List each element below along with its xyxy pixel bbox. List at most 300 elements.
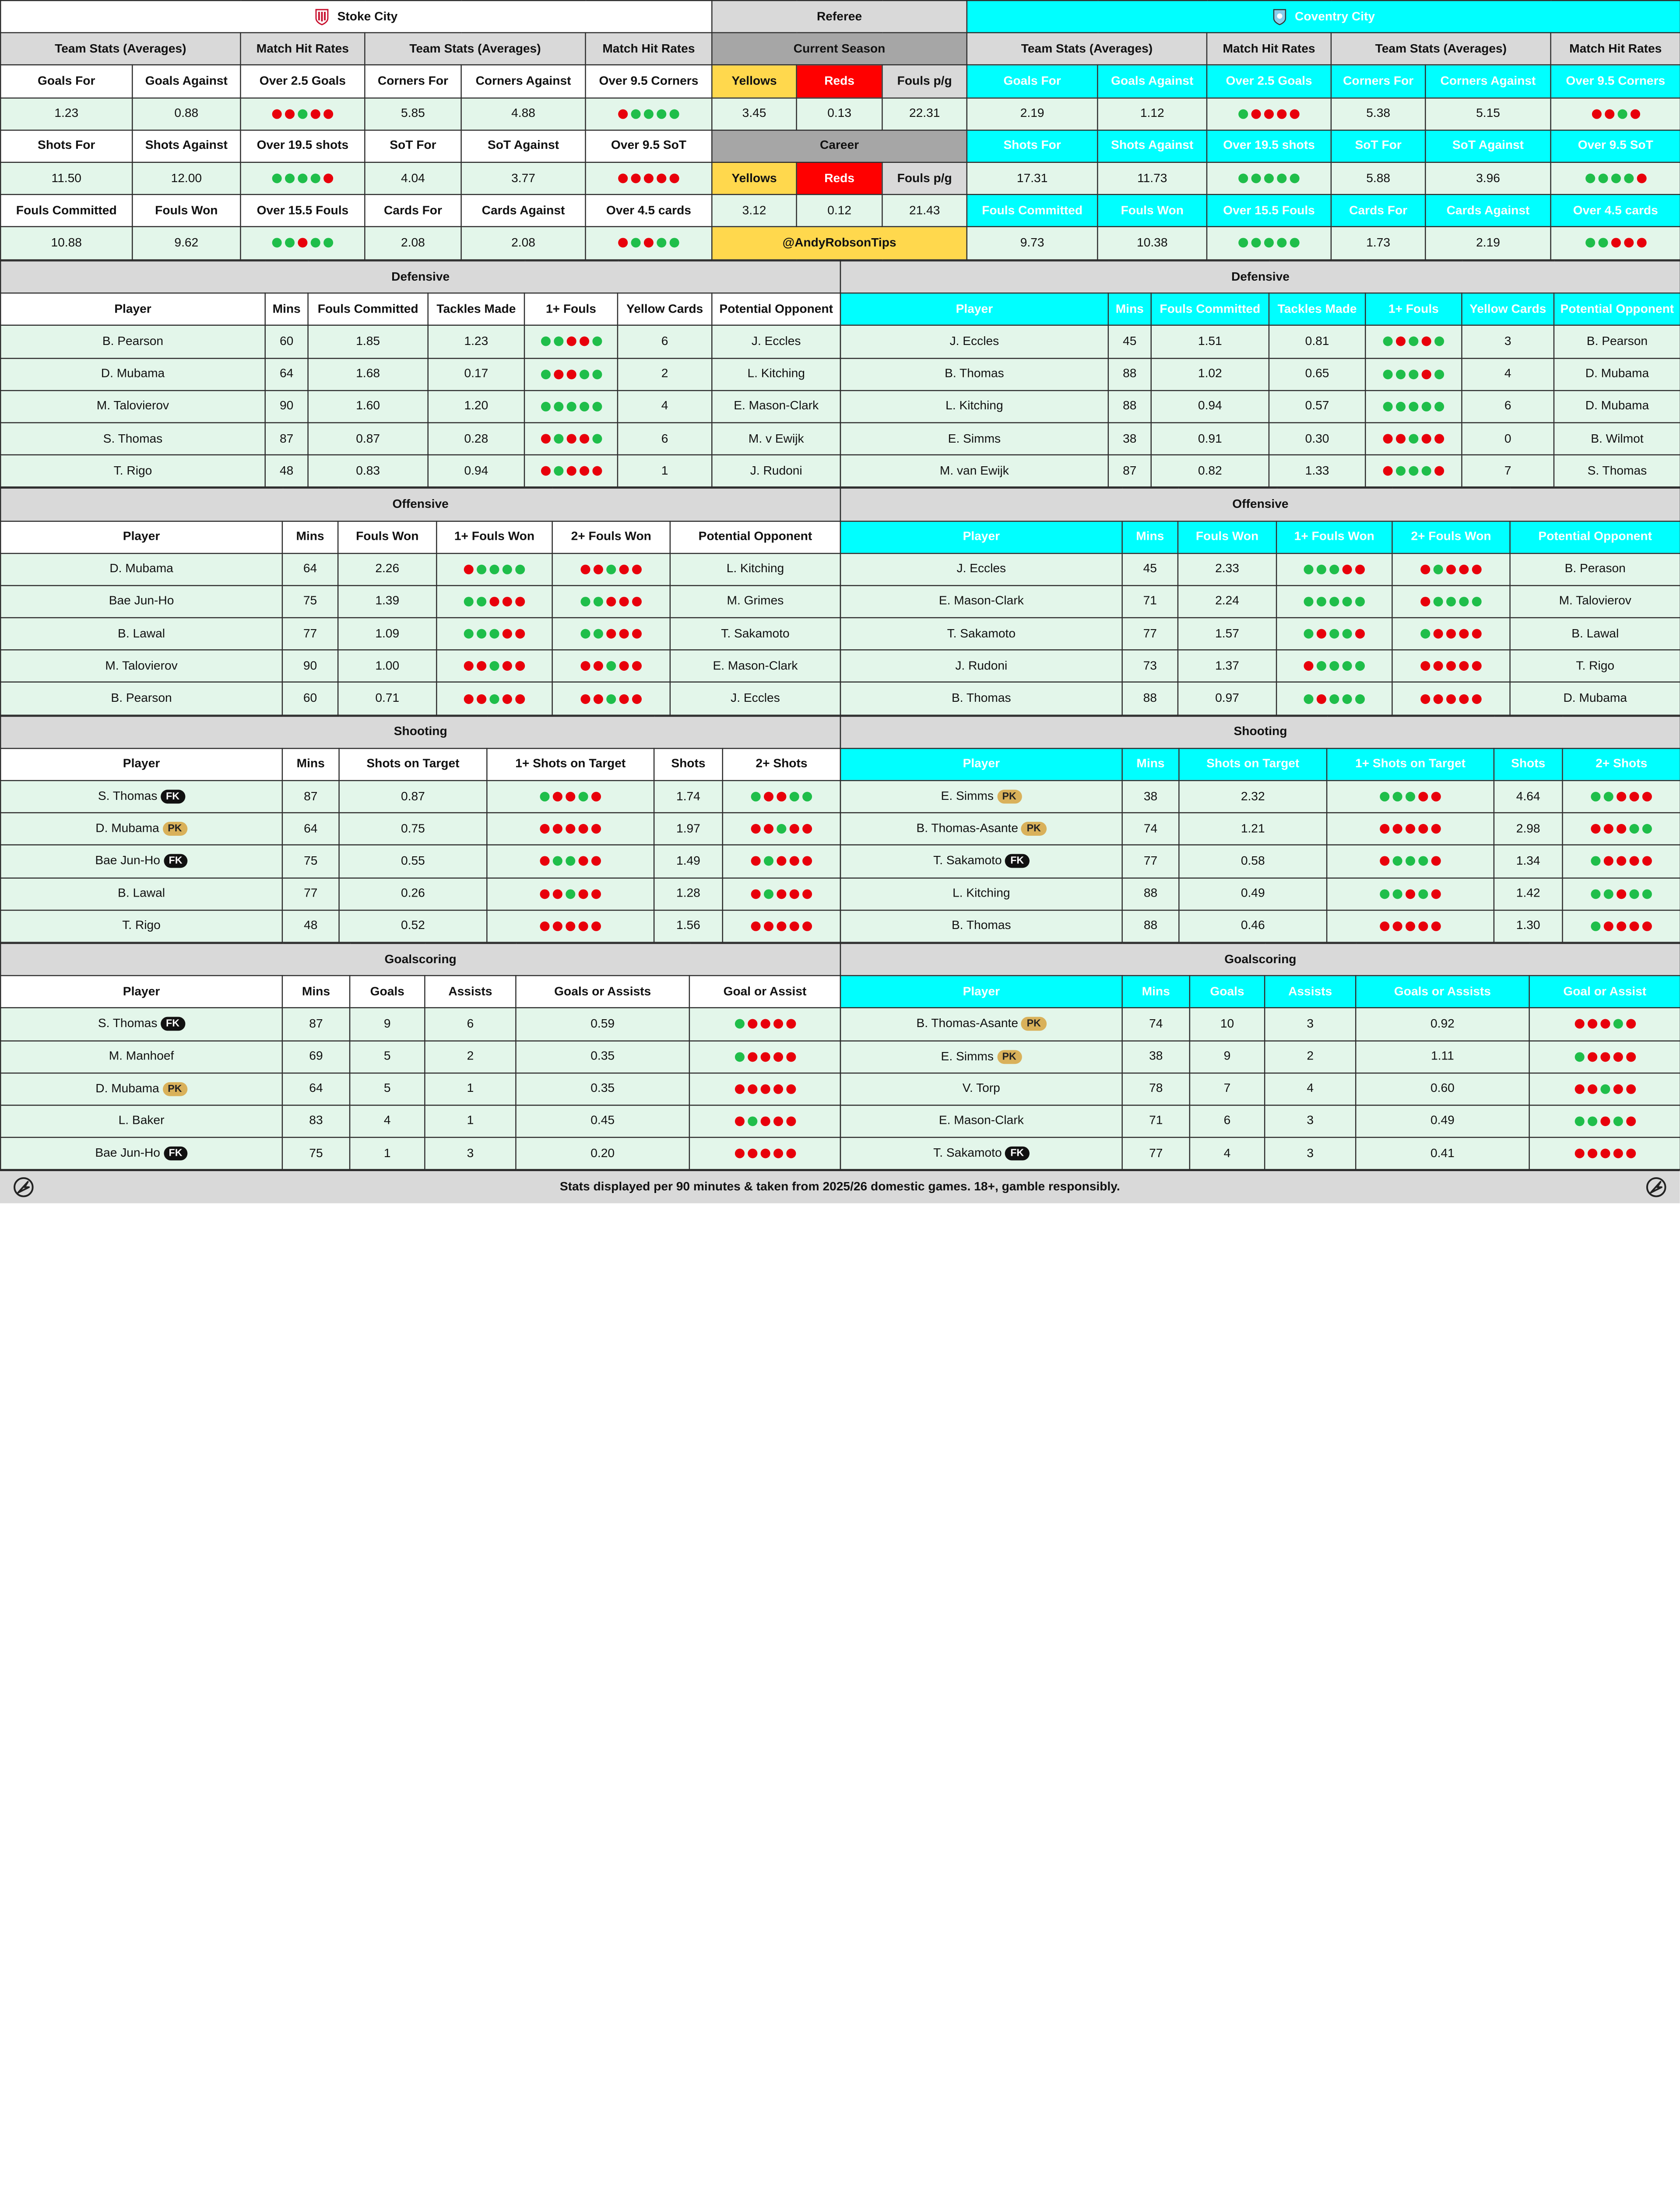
hit-dot xyxy=(1624,173,1633,183)
stat-value: 12.00 xyxy=(132,162,240,195)
player-cell xyxy=(840,455,1108,487)
hit-dot xyxy=(489,662,499,671)
table-row xyxy=(840,878,1680,910)
miss-dot xyxy=(1446,662,1456,671)
assists: 2 xyxy=(1265,1040,1356,1073)
miss-dot xyxy=(1251,109,1261,119)
stat-label: Over 19.5 shots xyxy=(240,130,365,162)
hit-dot xyxy=(1642,889,1652,898)
pk-badge: PK xyxy=(162,1082,187,1096)
hit-dot xyxy=(1277,173,1286,183)
away-offensive-table xyxy=(840,488,1680,715)
assists: 2 xyxy=(425,1040,516,1073)
hit-dot xyxy=(1355,597,1365,606)
fouls-won: 1.09 xyxy=(338,618,436,650)
stat-value: 4.88 xyxy=(461,98,586,130)
away-hit-rates-label: Match Hit Rates xyxy=(1207,33,1331,65)
tackles-made: 0.94 xyxy=(428,455,524,487)
hit-dot xyxy=(1422,466,1431,476)
miss-dot xyxy=(1574,1149,1584,1158)
hit-rate-dots xyxy=(1529,1105,1680,1137)
miss-dot xyxy=(323,173,333,183)
yellow-cards: 6 xyxy=(1462,390,1553,422)
top-stats-table xyxy=(0,0,1680,260)
shots: 1.34 xyxy=(1494,845,1563,878)
column-header: Shots xyxy=(1494,748,1563,781)
away-team-stats-label: Team Stats (Averages) xyxy=(967,33,1207,65)
assists: 3 xyxy=(1265,1008,1356,1041)
hit-dot xyxy=(594,597,603,606)
fouls-committed: 1.68 xyxy=(308,358,428,391)
miss-dot xyxy=(580,694,590,704)
hit-dot xyxy=(1434,564,1443,574)
miss-dot xyxy=(477,694,486,704)
fouls-won: 1.00 xyxy=(338,650,436,683)
ref-career-yellows: 3.12 xyxy=(712,195,796,227)
hit-rate-dots xyxy=(1276,683,1392,715)
hit-rate-dots xyxy=(1563,845,1680,878)
hit-rate-dots xyxy=(436,553,552,585)
mins: 78 xyxy=(1122,1073,1190,1105)
brand-logo-icon xyxy=(13,1176,34,1198)
miss-dot xyxy=(1396,434,1406,443)
player-cell xyxy=(0,553,282,585)
mins: 38 xyxy=(1108,422,1151,455)
miss-dot xyxy=(1574,1019,1584,1029)
yellow-cards: 1 xyxy=(618,455,712,487)
miss-dot xyxy=(764,824,773,834)
hit-dot xyxy=(553,337,563,347)
miss-dot xyxy=(1600,1149,1610,1158)
hit-rate-dots xyxy=(689,1105,840,1137)
hit-rate-dots xyxy=(1563,781,1680,813)
hit-rate-dots xyxy=(1327,845,1494,878)
miss-dot xyxy=(790,921,799,931)
away-goalscoring-table xyxy=(840,943,1680,1171)
hit-rate-dots xyxy=(1365,358,1462,391)
miss-dot xyxy=(1587,1149,1597,1158)
hit-rate-dots xyxy=(552,553,670,585)
column-header: Goals or Assists xyxy=(1356,976,1529,1008)
miss-dot xyxy=(1617,889,1626,898)
potential-opponent: B. Wilmot xyxy=(1554,422,1680,455)
pk-badge: PK xyxy=(1021,822,1046,836)
miss-dot xyxy=(619,629,629,639)
stat-label: Over 9.5 Corners xyxy=(586,65,712,98)
miss-dot xyxy=(1418,792,1428,802)
mins: 69 xyxy=(282,1040,350,1073)
ref-career-reds: 0.12 xyxy=(797,195,882,227)
coventry-crest-icon xyxy=(1272,8,1286,25)
column-header: 1+ Fouls xyxy=(1365,293,1462,326)
hit-dot xyxy=(1409,466,1418,476)
miss-dot xyxy=(631,173,641,183)
column-header: Mins xyxy=(282,521,338,553)
table-row xyxy=(840,910,1680,942)
home-team-stats-label-2: Team Stats (Averages) xyxy=(365,33,585,65)
potential-opponent: B. Lawal xyxy=(1510,618,1680,650)
column-header: Potential Opponent xyxy=(712,293,840,326)
miss-dot xyxy=(1587,1019,1597,1029)
yellow-cards: 7 xyxy=(1462,455,1553,487)
miss-dot xyxy=(618,173,628,183)
player-name: E. Mason-Clark xyxy=(938,1115,1024,1128)
miss-dot xyxy=(1600,1019,1610,1029)
miss-dot xyxy=(1592,109,1601,119)
hit-dot xyxy=(1304,597,1313,606)
hit-dot xyxy=(1459,597,1469,606)
hit-dot xyxy=(592,434,601,443)
miss-dot xyxy=(579,434,589,443)
stat-label: Cards Against xyxy=(1425,195,1550,227)
mins: 75 xyxy=(282,1137,350,1170)
potential-opponent: D. Mubama xyxy=(1510,683,1680,715)
fouls-won: 1.39 xyxy=(338,585,436,618)
miss-dot xyxy=(477,662,486,671)
miss-dot xyxy=(764,921,773,931)
column-header: Fouls Won xyxy=(338,521,436,553)
player-name: B. Pearson xyxy=(111,692,172,705)
tackles-made: 0.17 xyxy=(428,358,524,391)
hit-rate-dots xyxy=(1529,1040,1680,1073)
hit-dot xyxy=(631,238,641,248)
table-row xyxy=(0,455,840,487)
miss-dot xyxy=(1459,629,1469,639)
hit-dot xyxy=(631,109,641,119)
miss-dot xyxy=(579,337,589,347)
hit-rate-dots xyxy=(552,618,670,650)
miss-dot xyxy=(541,466,550,476)
player-cell xyxy=(840,326,1108,358)
stat-label: SoT For xyxy=(1331,130,1425,162)
hit-rate-dots xyxy=(1529,1008,1680,1041)
miss-dot xyxy=(1604,857,1613,866)
hit-rate-dots xyxy=(1392,618,1510,650)
hit-dot xyxy=(1604,889,1613,898)
player-name: V. Torp xyxy=(962,1082,1000,1095)
hit-dot xyxy=(1304,694,1313,704)
miss-dot xyxy=(591,889,601,898)
miss-dot xyxy=(566,337,576,347)
miss-dot xyxy=(751,921,761,931)
column-header: Player xyxy=(0,976,282,1008)
footer xyxy=(0,1170,1680,1204)
player-name: D. Mubama xyxy=(95,823,159,836)
goals-or-assists: 0.41 xyxy=(1356,1137,1529,1170)
home-goalscoring-table xyxy=(0,943,841,1171)
shots: 2.98 xyxy=(1494,813,1563,845)
fouls-won: 2.24 xyxy=(1178,585,1276,618)
column-header: Goals or Assists xyxy=(516,976,689,1008)
miss-dot xyxy=(591,792,601,802)
mins: 64 xyxy=(265,358,308,391)
player-cell xyxy=(840,910,1122,942)
mins: 71 xyxy=(1122,1105,1190,1137)
table-row xyxy=(0,358,840,391)
table-row xyxy=(0,1040,840,1073)
yellow-cards: 6 xyxy=(618,422,712,455)
miss-dot xyxy=(606,629,616,639)
miss-dot xyxy=(747,1149,757,1158)
miss-dot xyxy=(1626,1084,1635,1094)
miss-dot xyxy=(1317,694,1326,704)
stat-value: 11.73 xyxy=(1097,162,1207,195)
stat-label: Cards For xyxy=(1331,195,1425,227)
career-label: Career xyxy=(712,130,967,162)
hit-dot xyxy=(1406,857,1415,866)
miss-dot xyxy=(1393,824,1402,834)
defensive-section-title: Defensive xyxy=(840,261,1680,293)
hit-dot xyxy=(1585,173,1595,183)
hit-dot xyxy=(1409,369,1418,379)
stat-value: 5.15 xyxy=(1425,98,1550,130)
hit-dot xyxy=(1598,238,1607,248)
shots-on-target: 2.32 xyxy=(1179,781,1327,813)
mins: 88 xyxy=(1108,358,1151,391)
miss-dot xyxy=(802,921,812,931)
hit-dot xyxy=(1409,337,1418,347)
player-cell xyxy=(840,1105,1122,1137)
miss-dot xyxy=(1396,337,1406,347)
potential-opponent: L. Kitching xyxy=(712,358,840,391)
player-name: T. Sakamoto xyxy=(933,1147,1002,1160)
column-header: Mins xyxy=(1122,521,1178,553)
stat-label: Shots Against xyxy=(1097,130,1207,162)
miss-dot xyxy=(1420,662,1430,671)
miss-dot xyxy=(735,1116,744,1126)
hit-rate-dots xyxy=(1365,390,1462,422)
hit-rate-dots xyxy=(524,390,618,422)
hit-rate-dots xyxy=(1551,227,1680,259)
column-header: Goal or Assist xyxy=(1529,976,1680,1008)
mins: 90 xyxy=(282,650,338,683)
goals: 10 xyxy=(1190,1008,1265,1041)
miss-dot xyxy=(802,889,812,898)
table-row xyxy=(0,650,840,683)
assists: 6 xyxy=(425,1008,516,1041)
miss-dot xyxy=(566,921,575,931)
miss-dot xyxy=(1420,564,1430,574)
player-cell xyxy=(840,1137,1122,1170)
player-name: L. Baker xyxy=(118,1115,165,1128)
miss-dot xyxy=(632,629,642,639)
miss-dot xyxy=(579,466,589,476)
player-name: Bae Jun-Ho xyxy=(95,855,160,868)
miss-dot xyxy=(1355,629,1365,639)
miss-dot xyxy=(657,173,666,183)
stat-label: Fouls Won xyxy=(1097,195,1207,227)
hit-dot xyxy=(644,109,654,119)
column-header: Player xyxy=(0,521,282,553)
player-cell xyxy=(0,1105,282,1137)
goals: 4 xyxy=(350,1105,425,1137)
home-team-name: Stoke City xyxy=(337,10,398,23)
hit-dot xyxy=(580,629,590,639)
player-name: E. Simms xyxy=(948,432,1001,445)
column-header: Mins xyxy=(265,293,308,326)
handle-link[interactable]: @AndyRobsonTips xyxy=(712,227,967,259)
potential-opponent: M. Talovierov xyxy=(1510,585,1680,618)
table-row xyxy=(840,1105,1680,1137)
hit-dot xyxy=(540,792,549,802)
column-header: Shots on Target xyxy=(1179,748,1327,781)
miss-dot xyxy=(1431,824,1441,834)
goals-or-assists: 1.11 xyxy=(1356,1040,1529,1073)
away-defensive-table xyxy=(840,260,1680,488)
hit-rate-dots xyxy=(1327,878,1494,910)
miss-dot xyxy=(618,109,628,119)
hit-dot xyxy=(747,1116,757,1126)
stat-label: Over 4.5 cards xyxy=(586,195,712,227)
mins: 77 xyxy=(1122,845,1179,878)
table-row xyxy=(0,845,840,878)
hit-dot xyxy=(1434,369,1444,379)
column-header: Mins xyxy=(1122,748,1179,781)
miss-dot xyxy=(540,921,549,931)
potential-opponent: L. Kitching xyxy=(670,553,840,585)
player-name: B. Thomas-Asante xyxy=(916,823,1019,836)
hit-dot xyxy=(272,173,282,183)
home-team-stats-label: Team Stats (Averages) xyxy=(0,33,240,65)
player-cell xyxy=(840,390,1108,422)
hit-rate-dots xyxy=(1207,98,1331,130)
miss-dot xyxy=(594,564,603,574)
shots-on-target: 0.26 xyxy=(339,878,487,910)
goals: 6 xyxy=(1190,1105,1265,1137)
assists: 1 xyxy=(425,1073,516,1105)
miss-dot xyxy=(503,694,512,704)
miss-dot xyxy=(591,857,601,866)
stat-value: 1.73 xyxy=(1331,227,1425,259)
miss-dot xyxy=(464,662,474,671)
player-sections xyxy=(0,260,1680,1170)
goals: 4 xyxy=(1190,1137,1265,1170)
column-header: Player xyxy=(840,293,1108,326)
table-row xyxy=(0,781,840,813)
home-player-column xyxy=(0,260,840,1170)
hit-rate-dots xyxy=(1365,422,1462,455)
tackles-made: 0.28 xyxy=(428,422,524,455)
player-name: E. Simms xyxy=(941,790,994,803)
column-header: Potential Opponent xyxy=(670,521,840,553)
player-name: D. Mubama xyxy=(101,367,165,381)
column-header: Assists xyxy=(1265,976,1356,1008)
fouls-won: 0.71 xyxy=(338,683,436,715)
hit-dot xyxy=(579,401,589,411)
hit-rate-dots xyxy=(586,227,712,259)
player-name: T. Rigo xyxy=(113,465,152,478)
miss-dot xyxy=(1317,629,1326,639)
hit-dot xyxy=(1630,889,1639,898)
goals-or-assists: 0.35 xyxy=(516,1040,689,1073)
tackles-made: 0.65 xyxy=(1269,358,1365,391)
table-row xyxy=(840,650,1680,683)
pk-badge: PK xyxy=(997,1049,1022,1063)
miss-dot xyxy=(580,662,590,671)
hit-dot xyxy=(1380,792,1389,802)
stat-label: Over 2.5 Goals xyxy=(1207,65,1331,98)
player-name: S. Thomas xyxy=(103,432,163,445)
potential-opponent: J. Eccles xyxy=(712,326,840,358)
hit-rate-dots xyxy=(524,358,618,391)
table-row xyxy=(0,910,840,942)
miss-dot xyxy=(1383,466,1393,476)
hit-rate-dots xyxy=(689,1008,840,1041)
miss-dot xyxy=(1434,662,1443,671)
player-name: B. Thomas xyxy=(945,367,1004,381)
player-cell xyxy=(0,650,282,683)
player-name: M. Talovierov xyxy=(105,660,178,673)
stat-value: 9.73 xyxy=(967,227,1098,259)
hit-dot xyxy=(579,369,589,379)
mins: 64 xyxy=(282,553,338,585)
hit-dot xyxy=(1393,857,1402,866)
player-name: J. Eccles xyxy=(949,335,999,348)
miss-dot xyxy=(777,889,786,898)
miss-dot xyxy=(1420,694,1430,704)
home-team-header xyxy=(0,0,712,33)
miss-dot xyxy=(777,857,786,866)
column-header: Fouls Won xyxy=(1178,521,1276,553)
hit-rate-dots xyxy=(689,1073,840,1105)
hit-rate-dots xyxy=(487,910,654,942)
miss-dot xyxy=(1617,824,1626,834)
miss-dot xyxy=(464,694,474,704)
stat-label: Shots Against xyxy=(132,130,240,162)
hit-dot xyxy=(1409,434,1418,443)
goals: 1 xyxy=(350,1137,425,1170)
home-defensive-table xyxy=(0,260,841,488)
miss-dot xyxy=(802,824,812,834)
miss-dot xyxy=(1422,434,1431,443)
hit-dot xyxy=(541,369,550,379)
hit-rate-dots xyxy=(524,326,618,358)
miss-dot xyxy=(540,824,549,834)
hit-dot xyxy=(515,564,525,574)
miss-dot xyxy=(503,662,512,671)
player-name: T. Sakamoto xyxy=(933,855,1002,868)
pk-badge: PK xyxy=(1021,1017,1046,1031)
away-team-stats-label-2: Team Stats (Averages) xyxy=(1331,33,1551,65)
hit-dot xyxy=(1383,369,1393,379)
player-cell xyxy=(0,1137,282,1170)
hit-dot xyxy=(1317,564,1326,574)
hit-rate-dots xyxy=(689,1137,840,1170)
hit-rate-dots xyxy=(586,98,712,130)
fouls-committed: 0.87 xyxy=(308,422,428,455)
shooting-section-title: Shooting xyxy=(840,716,1680,748)
stat-value: 1.23 xyxy=(0,98,132,130)
hit-dot xyxy=(1418,889,1428,898)
player-cell xyxy=(0,618,282,650)
miss-dot xyxy=(1431,921,1441,931)
yellow-cards: 2 xyxy=(618,358,712,391)
player-name: L. Kitching xyxy=(945,400,1003,413)
column-header: 2+ Fouls Won xyxy=(1392,521,1510,553)
hit-dot xyxy=(553,401,563,411)
hit-dot xyxy=(272,238,282,248)
player-name: B. Lawal xyxy=(118,887,165,901)
stat-label: SoT For xyxy=(365,130,461,162)
tackles-made: 0.57 xyxy=(1269,390,1365,422)
column-header: 1+ Shots on Target xyxy=(1327,748,1494,781)
miss-dot xyxy=(1383,434,1393,443)
miss-dot xyxy=(1277,109,1286,119)
hit-dot xyxy=(1420,629,1430,639)
potential-opponent: M. v Ewijk xyxy=(712,422,840,455)
miss-dot xyxy=(594,694,603,704)
table-row xyxy=(840,781,1680,813)
